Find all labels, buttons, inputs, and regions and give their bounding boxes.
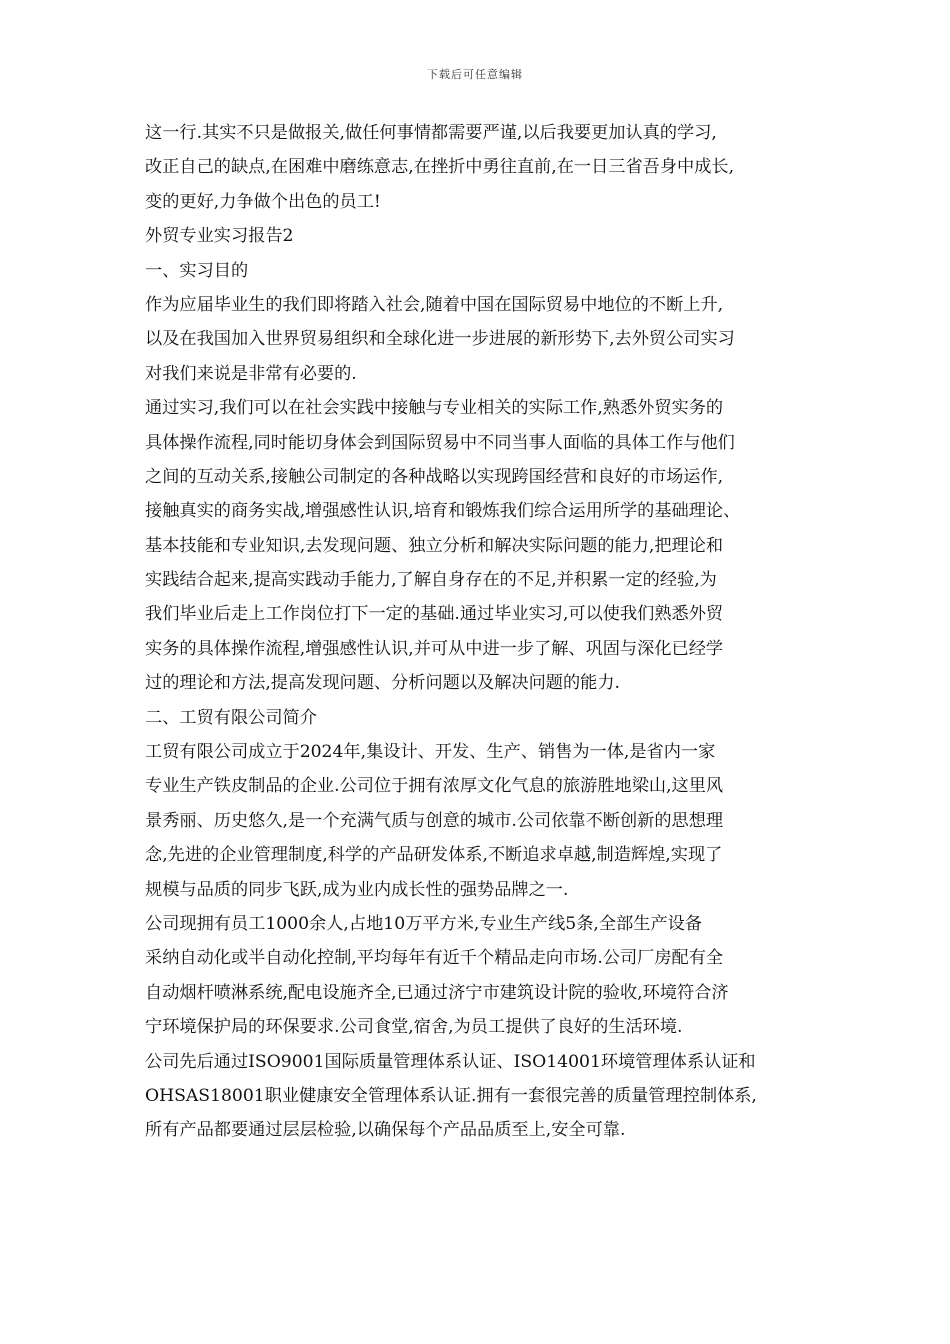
text-line: 公司现拥有员工1000余人,占地10万平方米,专业生产线5条,全部生产设备	[145, 913, 703, 934]
text-line: 工贸有限公司成立于2024年,集设计、开发、生产、销售为一体,是省内一家	[145, 742, 716, 763]
text-line: 实践结合起来,提高实践动手能力,了解自身存在的不足,并积累一定的经验,为	[145, 570, 717, 591]
text-line: 采纳自动化或半自动化控制,平均每年有近千个精品走向市场.公司厂房配有全	[145, 948, 724, 969]
text-line: 通过实习,我们可以在社会实践中接触与专业相关的实际工作,熟悉外贸实务的	[145, 398, 724, 419]
text-line: 具体操作流程,同时能切身体会到国际贸易中不同当事人面临的具体工作与他们	[145, 432, 735, 453]
section-heading: 一、实习目的	[145, 260, 249, 281]
text-line: 以及在我国加入世界贸易组织和全球化进一步进展的新形势下,去外贸公司实习	[145, 329, 735, 350]
page-header: 下载后可任意编辑	[427, 68, 523, 81]
text-line: 念,先进的企业管理制度,科学的产品研发体系,不断追求卓越,制造辉煌,实现了	[145, 845, 723, 866]
text-line: 宁环境保护局的环保要求.公司食堂,宿舍,为员工提供了良好的生活环境.	[145, 1017, 683, 1038]
document-body	[145, 116, 835, 1148]
text-line: 基本技能和专业知识,去发现问题、独立分析和解决实际问题的能力,把理论和	[145, 535, 724, 556]
text-line: 之间的互动关系,接触公司制定的各种战略以实现跨国经营和良好的市场运作,	[145, 466, 724, 487]
text-line: 改正自己的缺点,在困难中磨练意志,在挫折中勇往直前,在一日三省吾身中成长,	[145, 157, 735, 178]
text-line: 实务的具体操作流程,增强感性认识,并可从中进一步了解、巩固与深化已经学	[145, 638, 724, 659]
text-line: 变的更好,力争做个出色的员工!	[145, 191, 381, 212]
text-line: 景秀丽、历史悠久,是一个充满气质与创意的城市.公司依靠不断创新的思想理	[145, 810, 724, 831]
text-line: 专业生产铁皮制品的企业.公司位于拥有浓厚文化气息的旅游胜地梁山,这里风	[145, 776, 724, 797]
text-line: 公司先后通过ISO9001国际质量管理体系认证、ISO14001环境管理体系认证和	[145, 1051, 756, 1072]
text-line: 我们毕业后走上工作岗位打下一定的基础.通过毕业实习,可以使我们熟悉外贸	[145, 604, 724, 625]
text-line: 过的理论和方法,提高发现问题、分析问题以及解决问题的能力.	[145, 673, 620, 694]
text-line: 这一行.其实不只是做报关,做任何事情都需要严谨,以后我要更加认真的学习,	[145, 123, 717, 143]
text-line: 对我们来说是非常有必要的.	[145, 363, 357, 384]
text-line: 作为应届毕业生的我们即将踏入社会,随着中国在国际贸易中地位的不断上升,	[145, 294, 724, 315]
section-heading: 二、工贸有限公司简介	[145, 707, 317, 728]
section-title: 外贸专业实习报告2	[145, 226, 294, 247]
text-line: 接触真实的商务实战,增强感性认识,培育和锻炼我们综合运用所学的基础理论、	[145, 501, 741, 522]
text-line: 规模与品质的同步飞跃,成为业内成长性的强势品牌之一.	[145, 879, 569, 900]
text-line: 所有产品都要通过层层检验,以确保每个产品品质至上,安全可靠.	[145, 1120, 626, 1141]
text-line: 自动烟杆喷淋系统,配电设施齐全,已通过济宁市建筑设计院的验收,环境符合济	[145, 982, 729, 1003]
text-line: OHSAS18001职业健康安全管理体系认证.拥有一套很完善的质量管理控制体系,	[145, 1085, 757, 1106]
